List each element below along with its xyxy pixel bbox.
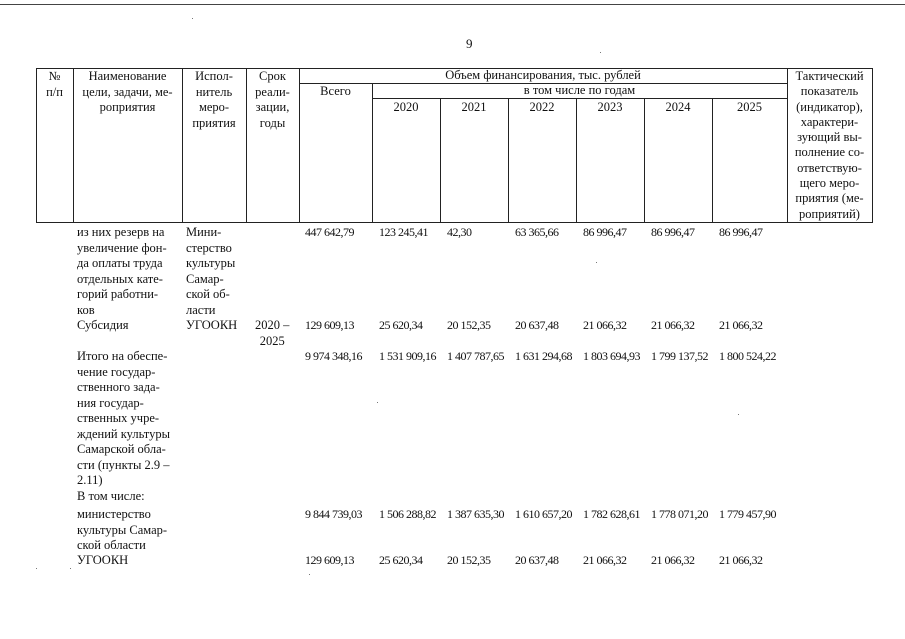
reserve-exec-line: ской об- xyxy=(186,287,230,301)
col-indicator-header xyxy=(787,69,872,222)
subsidy-row-executor: УГООКН xyxy=(186,318,238,332)
total-name-line: ственных учре- xyxy=(77,411,160,425)
col-indicator-line: щего меро- xyxy=(799,176,860,191)
scan-speck xyxy=(600,52,601,53)
year-2023-header: 2023 xyxy=(597,100,623,114)
col-total-header: Всего xyxy=(320,84,351,98)
col-name-header xyxy=(73,69,182,116)
reserve-exec-line: Самар- xyxy=(186,271,224,286)
year-2025-header: 2025 xyxy=(737,100,762,114)
reserve-2021: 42,30 xyxy=(447,225,472,239)
ugookn-2022: 20 637,48 xyxy=(515,553,559,567)
ministry-total: 9 844 739,03 xyxy=(305,507,362,521)
reserve-exec-line: культуры xyxy=(186,256,236,270)
ministry-row-name xyxy=(77,507,167,554)
total-name-line: ственного зада- xyxy=(77,380,160,394)
scan-speck xyxy=(309,574,310,575)
subsidy-total: 129 609,13 xyxy=(305,318,354,332)
total-name-line: ждений культуры xyxy=(77,426,170,441)
total-name-line: сти (пункты 2.9 – xyxy=(77,457,170,472)
top-border-line xyxy=(0,4,905,5)
col-name-line: Наименование xyxy=(88,69,167,83)
reserve-name-line: из них резерв на xyxy=(77,225,165,239)
ministry-2020: 1 506 288,82 xyxy=(379,507,436,521)
subsidy-row-name: Субсидия xyxy=(77,318,129,332)
col-executor-line: приятия xyxy=(192,115,236,130)
col-indicator-line: показатель xyxy=(800,84,859,99)
subsidy-2024: 21 066,32 xyxy=(651,318,695,332)
reserve-name-line: ков xyxy=(77,302,95,317)
page-number: 9 xyxy=(466,36,473,51)
year-2021-header: 2021 xyxy=(461,100,487,114)
reserve-name-line: отдельных кате- xyxy=(77,271,163,286)
subsidy-2021: 20 152,35 xyxy=(447,318,491,332)
total-name-line: ния государ- xyxy=(77,395,144,410)
ugookn-2023: 21 066,32 xyxy=(583,553,627,567)
total-2025: 1 800 524,22 xyxy=(719,349,776,363)
subsidy-2025: 21 066,32 xyxy=(719,318,763,332)
scan-speck xyxy=(36,568,37,569)
year-2024-header: 2024 xyxy=(665,100,691,114)
total-name-line: Итого на обеспе- xyxy=(77,349,168,363)
subsidy-term-line: 2020 – xyxy=(255,318,290,332)
reserve-name-line: горий работни- xyxy=(77,287,159,301)
reserve-2025: 86 996,47 xyxy=(719,225,763,239)
col-indicator-line: ответствую- xyxy=(797,160,862,175)
col-number-line: № xyxy=(48,69,61,83)
reserve-row-executor xyxy=(186,225,235,318)
table-header xyxy=(36,68,873,223)
ministry-2025: 1 779 457,90 xyxy=(719,507,776,521)
total-2020: 1 531 909,16 xyxy=(379,349,436,363)
scan-speck xyxy=(738,414,739,415)
by-years-header: в том числе по годам xyxy=(523,83,636,97)
subsidy-2020: 25 620,34 xyxy=(379,318,423,332)
reserve-2024: 86 996,47 xyxy=(651,225,695,239)
ministry-2022: 1 610 657,20 xyxy=(515,507,572,521)
total-name-line: Самарской обла- xyxy=(77,442,166,456)
year-2022-header: 2022 xyxy=(529,100,555,114)
reserve-total: 447 642,79 xyxy=(305,225,354,239)
scan-speck xyxy=(377,402,378,403)
ugookn-2024: 21 066,32 xyxy=(651,553,695,567)
year-2020-header: 2020 xyxy=(393,100,419,114)
total-2021: 1 407 787,65 xyxy=(447,349,504,363)
scan-speck xyxy=(596,262,597,263)
col-executor-line: нитель xyxy=(195,84,233,99)
reserve-name-line: увеличение фон- xyxy=(77,240,167,255)
reserve-2020: 123 245,41 xyxy=(379,225,428,239)
col-term-line: годы xyxy=(259,115,286,130)
financing-title: Объем финансирования, тыс. рублей xyxy=(445,68,641,82)
col-number-header xyxy=(36,69,73,100)
subsidy-2022: 20 637,48 xyxy=(515,318,559,332)
ministry-name-line: министерство xyxy=(77,507,151,521)
reserve-2023: 86 996,47 xyxy=(583,225,627,239)
col-name-line: цели, задачи, ме- xyxy=(82,84,173,99)
col-term-header xyxy=(246,69,299,131)
total-name-line: чение государ- xyxy=(77,364,156,379)
col-indicator-line: Тактический xyxy=(795,69,864,83)
ugookn-total: 129 609,13 xyxy=(305,553,354,567)
col-number-line: п/п xyxy=(46,84,63,99)
scan-speck xyxy=(70,568,71,569)
reserve-exec-line: стерство xyxy=(186,240,232,255)
including-label: В том числе: xyxy=(77,489,145,503)
col-term-line: реали- xyxy=(255,84,290,99)
total-name-line: 2.11) xyxy=(77,473,103,487)
ministry-name-line: культуры Самар- xyxy=(77,522,168,537)
ugookn-2020: 25 620,34 xyxy=(379,553,423,567)
total-2022: 1 631 294,68 xyxy=(515,349,572,363)
ministry-2024: 1 778 071,20 xyxy=(651,507,708,521)
col-term-line: Срок xyxy=(259,69,286,83)
col-indicator-line: полнение со- xyxy=(794,145,865,160)
col-name-line: роприятия xyxy=(99,100,156,114)
total-2023: 1 803 694,93 xyxy=(583,349,640,363)
col-executor-line: меро- xyxy=(198,100,230,114)
reserve-exec-line: ласти xyxy=(186,302,216,317)
reserve-exec-line: Мини- xyxy=(186,225,222,239)
reserve-2022: 63 365,66 xyxy=(515,225,559,239)
reserve-row-name xyxy=(77,225,167,318)
reserve-name-line: да оплаты труда xyxy=(77,256,163,270)
ministry-2021: 1 387 635,30 xyxy=(447,507,504,521)
col-indicator-line: приятия (ме- xyxy=(795,191,864,206)
col-term-line: зации, xyxy=(255,100,290,114)
subsidy-2023: 21 066,32 xyxy=(583,318,627,332)
col-indicator-line: характери- xyxy=(800,114,859,129)
scan-speck xyxy=(192,18,193,19)
col-executor-line: Испол- xyxy=(195,69,233,83)
total-row-name xyxy=(77,349,170,489)
ugookn-2021: 20 152,35 xyxy=(447,553,491,567)
total-2024: 1 799 137,52 xyxy=(651,349,708,363)
ugookn-2025: 21 066,32 xyxy=(719,553,763,567)
col-executor-header xyxy=(182,69,246,131)
total-total: 9 974 348,16 xyxy=(305,349,362,363)
col-indicator-line: роприятий) xyxy=(799,206,860,221)
subsidy-term-line: 2025 xyxy=(259,333,285,348)
ministry-2023: 1 782 628,61 xyxy=(583,507,640,521)
subsidy-row-term xyxy=(255,318,289,349)
ministry-name-line: ской области xyxy=(77,538,146,552)
col-indicator-line: (индикатор), xyxy=(796,99,863,114)
ugookn-row-name: УГООКН xyxy=(77,553,129,567)
col-indicator-line: зующий вы- xyxy=(797,130,862,145)
